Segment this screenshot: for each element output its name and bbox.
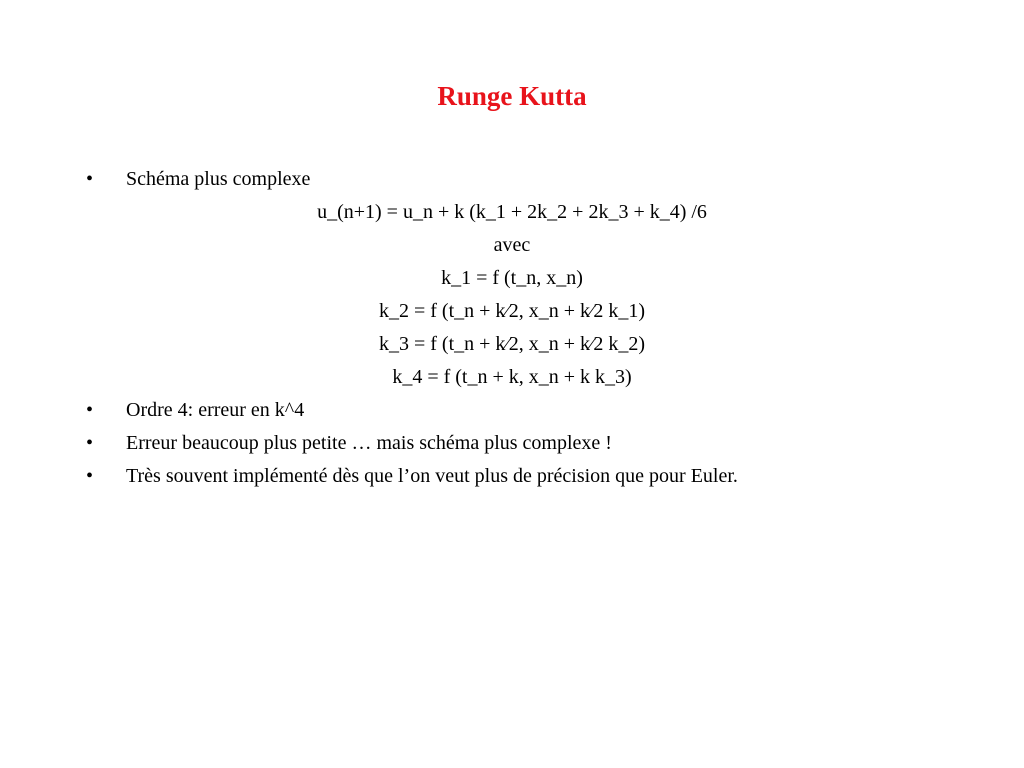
bullet-text: Erreur beaucoup plus petite … mais schéma plus complexe !	[126, 432, 612, 454]
formula-line: avec	[493, 234, 531, 256]
bullet-icon: •	[86, 399, 94, 421]
bullet-item	[86, 163, 946, 196]
slide-title: Runge Kutta	[437, 81, 587, 111]
bullet-item	[86, 427, 946, 460]
bullet-icon: •	[86, 465, 94, 487]
bullet-text: Très souvent implémenté dès que l’on veut plus de précision que pour Euler.	[126, 465, 738, 487]
bullet-text: Ordre 4: erreur en k^4	[126, 399, 305, 421]
formula-line: k_2 = f (t_n + k⁄2, x_n + k⁄2 k_1)	[378, 300, 646, 322]
bullet-text: Schéma plus complexe	[126, 168, 311, 190]
bullet-icon: •	[86, 432, 94, 454]
bullet-icon: •	[86, 168, 94, 190]
slide-body	[86, 163, 946, 493]
formula-line: k_4 = f (t_n + k, x_n + k k_3)	[392, 366, 632, 388]
bullet-item	[86, 394, 946, 427]
formula-line: u_(n+1) = u_n + k (k_1 + 2k_2 + 2k_3 + k_4) /6	[317, 201, 707, 223]
formula-line: k_3 = f (t_n + k⁄2, x_n + k⁄2 k_2)	[378, 333, 646, 355]
bullet-item	[86, 460, 946, 493]
formula-line: k_1 = f (t_n, x_n)	[441, 267, 583, 289]
